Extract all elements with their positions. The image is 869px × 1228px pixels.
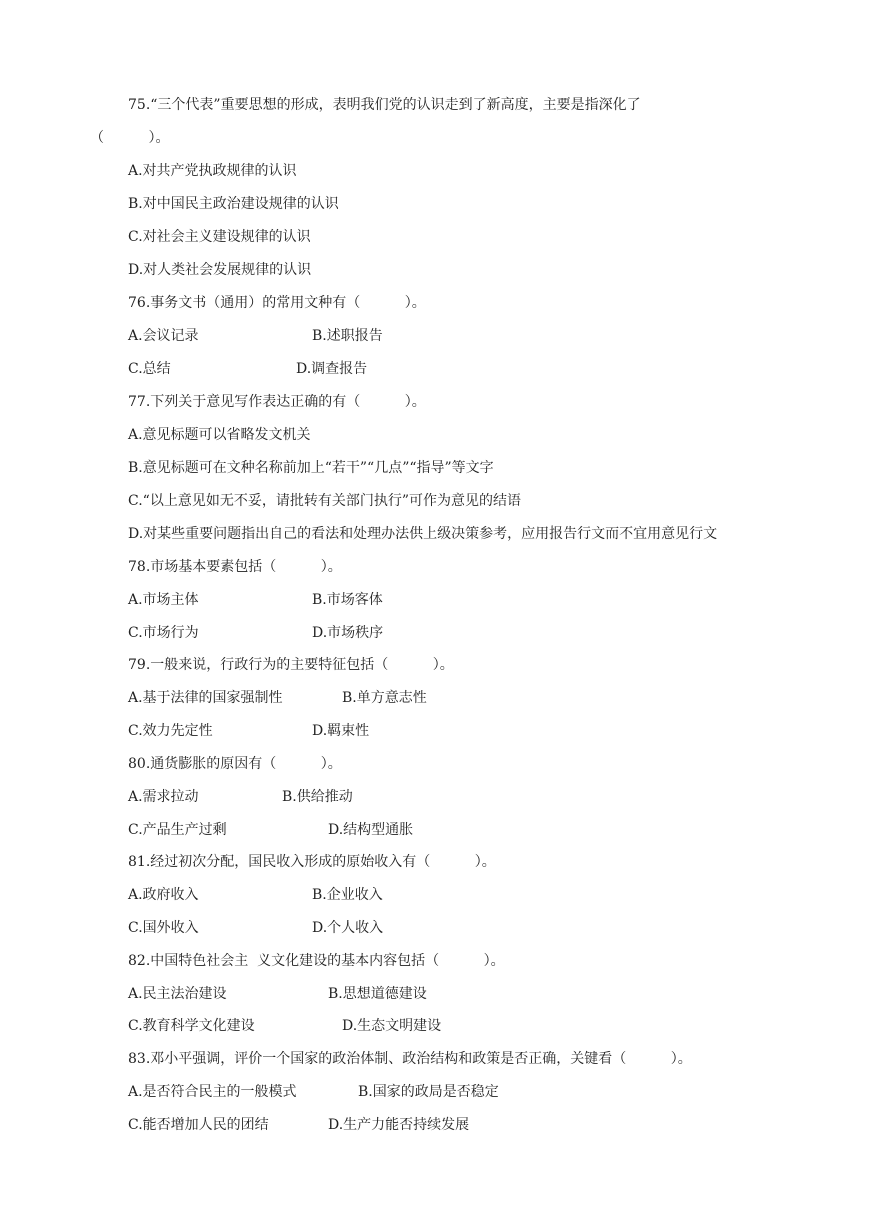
question-82-option-a: A.民主法治建设 xyxy=(128,986,227,1002)
question-75-option-c: C.对社会主义建设规律的认识 xyxy=(128,229,311,245)
question-76-stem: 76.事务文书（通用）的常用文种有（ ）。 xyxy=(128,295,426,311)
question-81-option-a: A.政府收入 xyxy=(128,887,199,903)
question-79-option-b: B.单方意志性 xyxy=(342,690,427,706)
question-76-option-a: A.会议记录 xyxy=(128,328,199,344)
question-78-option-c: C.市场行为 xyxy=(128,625,199,641)
question-76-option-c: C.总结 xyxy=(128,361,171,377)
question-83-option-c: C.能否增加人民的团结 xyxy=(128,1117,269,1133)
question-77-option-b: B.意见标题可在文种名称前加上“若干”“几点”“指导”等文字 xyxy=(128,460,494,476)
question-79-option-d: D.羁束性 xyxy=(312,723,370,739)
question-78-option-a: A.市场主体 xyxy=(128,592,199,608)
question-82-option-b: B.思想道德建设 xyxy=(328,986,427,1002)
question-83-stem: 83.邓小平强调，评价一个国家的政治体制、政治结构和政策是否正确，关键看（ ）。 xyxy=(128,1051,692,1067)
question-75-stem-cont: （ ）。 xyxy=(90,130,170,146)
question-78-option-b: B.市场客体 xyxy=(312,592,383,608)
question-82-option-c: C.教育科学文化建设 xyxy=(128,1018,255,1034)
question-82-option-d: D.生态文明建设 xyxy=(342,1018,442,1034)
question-81-stem: 81.经过初次分配，国民收入形成的原始收入有（ ）。 xyxy=(128,854,496,870)
question-82-stem: 82.中国特色社会主 义文化建设的基本内容包括（ ）。 xyxy=(128,953,505,969)
question-76-option-b: B.述职报告 xyxy=(312,328,383,344)
question-80-option-d: D.结构型通胀 xyxy=(328,822,414,838)
question-79-option-a: A.基于法律的国家强制性 xyxy=(128,690,283,706)
question-83-option-d: D.生产力能否持续发展 xyxy=(328,1117,470,1133)
question-78-stem: 78.市场基本要素包括（ ）。 xyxy=(128,559,342,575)
question-80-stem: 80.通货膨胀的原因有（ ）。 xyxy=(128,756,342,772)
question-79-stem: 79.一般来说，行政行为的主要特征包括（ ）。 xyxy=(128,657,454,673)
question-75-option-a: A.对共产党执政规律的认识 xyxy=(128,163,297,179)
question-80-option-a: A.需求拉动 xyxy=(128,789,199,805)
question-83-option-a: A.是否符合民主的一般模式 xyxy=(128,1084,297,1100)
question-78-option-d: D.市场秩序 xyxy=(312,625,384,641)
question-75-stem: 75.“三个代表”重要思想的形成，表明我们党的认识走到了新高度，主要是指深化了 xyxy=(128,97,641,113)
question-79-option-c: C.效力先定性 xyxy=(128,723,213,739)
question-75-option-d: D.对人类社会发展规律的认识 xyxy=(128,262,312,278)
question-81-option-d: D.个人收入 xyxy=(312,920,384,936)
question-75-option-b: B.对中国民主政治建设规律的认识 xyxy=(128,196,339,212)
question-81-option-b: B.企业收入 xyxy=(312,887,383,903)
question-77-option-a: A.意见标题可以省略发文机关 xyxy=(128,427,311,443)
question-77-option-c: C.“以上意见如无不妥，请批转有关部门执行”可作为意见的结语 xyxy=(128,493,521,509)
question-77-stem: 77.下列关于意见写作表达正确的有（ ）。 xyxy=(128,394,426,410)
question-81-option-c: C.国外收入 xyxy=(128,920,199,936)
question-76-option-d: D.调查报告 xyxy=(296,361,368,377)
question-83-option-b: B.国家的政局是否稳定 xyxy=(358,1084,499,1100)
question-80-option-c: C.产品生产过剩 xyxy=(128,822,227,838)
question-80-option-b: B.供给推动 xyxy=(282,789,353,805)
question-77-option-d: D.对某些重要问题指出自己的看法和处理办法供上级决策参考，应用报告行文而不宜用意见行文 xyxy=(128,526,718,542)
